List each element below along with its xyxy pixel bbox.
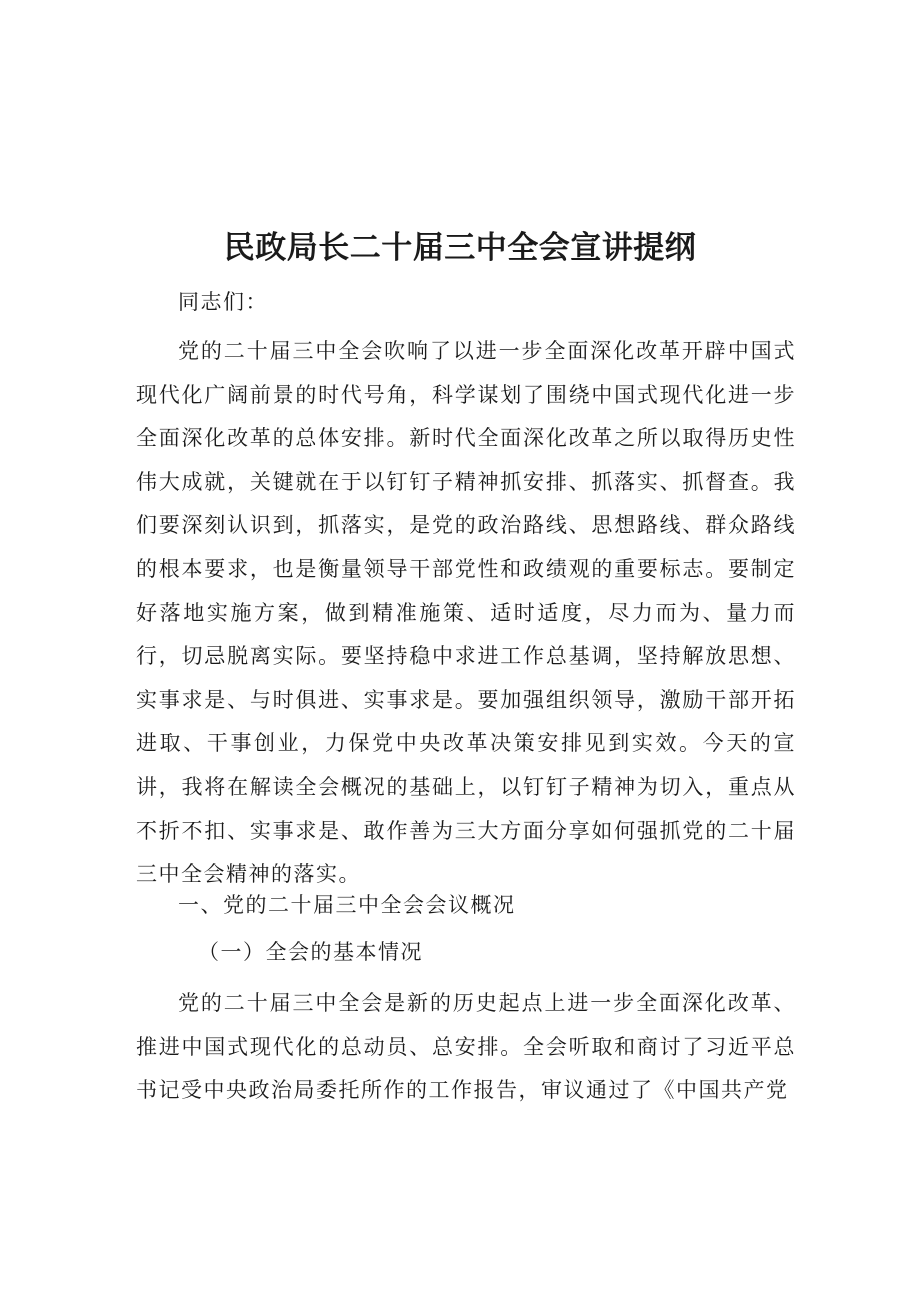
body-paragraph-1: 党的二十届三中全会吹响了以进一步全面深化改革开辟中国式现代化广阔前景的时代号角，科学谋划了围绕中国式现代化进一步全面深化改革的总体安排。新时代全面深化改革之所以取得历史性伟大成就，关键就在于以钉钉子精神抓安排、抓落实、抓督查。我们要深刻认识到，抓落实，是党的政治路线、思想路线、群众路线的根本要求，也是衡量领导干部党性和政绩观的重要标志。要制定好落地实施方案，做到精准施策、适时适度，尽力而为、量力而行，切忌脱离实际。要坚持稳中求进工作总基调，坚持解放思想、实事求是、与时俱进、实事求是。要加强组织领导，激励干部开拓进取、干事创业，力保党中央改革决策安排见到实效。今天的宣讲，我将在解读全会概况的基础上，以钉钉子精神为切入，重点从不折不扣、实事求是、敢作善为三大方面分享如何强抓党的二十届三中全会精神的落实。: [136, 339, 796, 887]
document-title: 民政局长二十届三中全会宣讲提纲: [223, 230, 697, 266]
salutation: 同志们：: [178, 290, 268, 314]
section-heading-1: 一、党的二十届三中全会会议概况: [178, 893, 516, 917]
body-paragraph-2: 党的二十届三中全会是新的历史起点上进一步全面深化改革、推进中国式现代化的总动员、总安排。全会听取和商讨了习近平总书记受中央政治局委托所作的工作报告，审议通过了《中国共产党: [136, 991, 796, 1103]
subsection-heading-1: （一）全会的基本情况: [198, 940, 423, 964]
